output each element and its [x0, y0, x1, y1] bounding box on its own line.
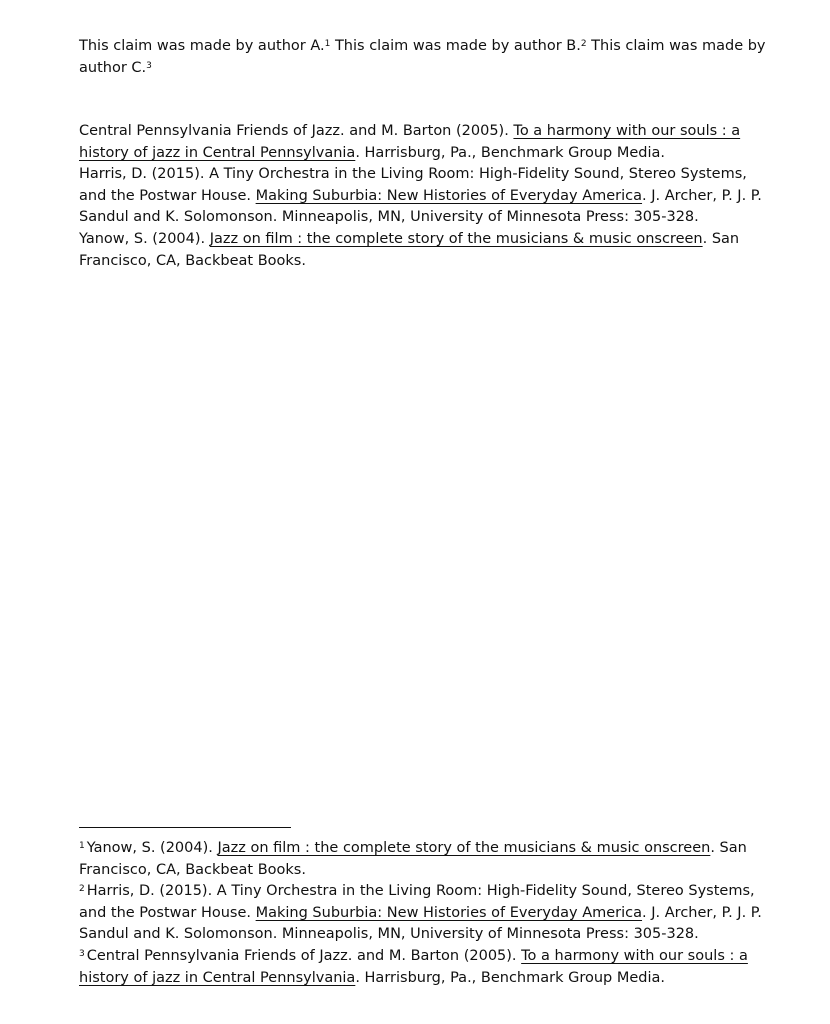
- footnote-ref-3[interactable]: 3: [146, 61, 152, 71]
- bibliography: [79, 121, 769, 272]
- bibliography-entry: [79, 229, 769, 272]
- footnote-suffix: . San Francisco, CA, Backbeat Books.: [79, 840, 747, 878]
- claim-sentence-b: This claim was made by author B.: [330, 38, 581, 54]
- footnote-number: 2: [79, 884, 85, 895]
- footnote-prefix: Harris, D. (2015). A Tiny Orchestra in the Living Room: High-Fidelity Sound, Stereo Systems, and the Postwar House.: [79, 883, 755, 921]
- footnote: [79, 946, 769, 989]
- footnote-ref-2[interactable]: 2: [580, 39, 587, 49]
- footnote-number: 1: [79, 841, 85, 851]
- footnote: [79, 881, 769, 946]
- entry-title: Making Suburbia: New Histories of Everyday America: [255, 187, 643, 204]
- entry-prefix: Harris, D. (2015). A Tiny Orchestra in the Living Room: High-Fidelity Sound, Stereo Systems, and the Postwar House.: [79, 166, 747, 204]
- entry-prefix: Yanow, S. (2004).: [79, 230, 210, 247]
- entry-prefix: Central Pennsylvania Friends of Jazz. and M. Barton (2005).: [79, 123, 514, 139]
- footnote-prefix: Central Pennsylvania Friends of Jazz. and M. Barton (2005).: [86, 947, 522, 964]
- footnote-number: 3: [79, 948, 85, 959]
- bibliography-entry: [79, 121, 769, 164]
- body-paragraph: [79, 35, 769, 79]
- footnote-suffix: . Harrisburg, Pa., Benchmark Group Media.: [355, 969, 666, 986]
- entry-suffix: . J. Archer, P. J. P. Sandul and K. Solomonson. Minneapolis, MN, University of Minnesota Press: 305-328.: [79, 187, 762, 226]
- footnote-prefix: Yanow, S. (2004).: [86, 840, 218, 856]
- footnote-title: To a harmony with our souls : a history of jazz in Central Pennsylvania: [79, 947, 748, 986]
- claim-sentence-a: This claim was made by author A.: [79, 38, 325, 54]
- entry-title: Jazz on film : the complete story of the musicians & music onscreen: [209, 230, 703, 247]
- footnote-separator: [79, 827, 291, 828]
- footnote-title: Making Suburbia: New Histories of Everyday America: [255, 904, 643, 921]
- footnote-title: Jazz on film : the complete story of the musicians & music onscreen: [217, 840, 711, 856]
- entry-title: To a harmony with our souls : a history of jazz in Central Pennsylvania: [79, 123, 741, 161]
- entry-suffix: . Harrisburg, Pa., Benchmark Group Media.: [355, 144, 666, 161]
- footnote-suffix: . J. Archer, P. J. P. Sandul and K. Solomonson. Minneapolis, MN, University of Minnesota Press: 305-328.: [79, 904, 762, 943]
- claim-sentence-c: This claim was made by author C.: [79, 38, 766, 76]
- footnote: [79, 838, 769, 881]
- footnote-ref-1[interactable]: 1: [324, 39, 331, 49]
- footnotes: [79, 838, 769, 989]
- entry-suffix: . San Francisco, CA, Backbeat Books.: [79, 230, 740, 269]
- bibliography-entry: [79, 164, 769, 229]
